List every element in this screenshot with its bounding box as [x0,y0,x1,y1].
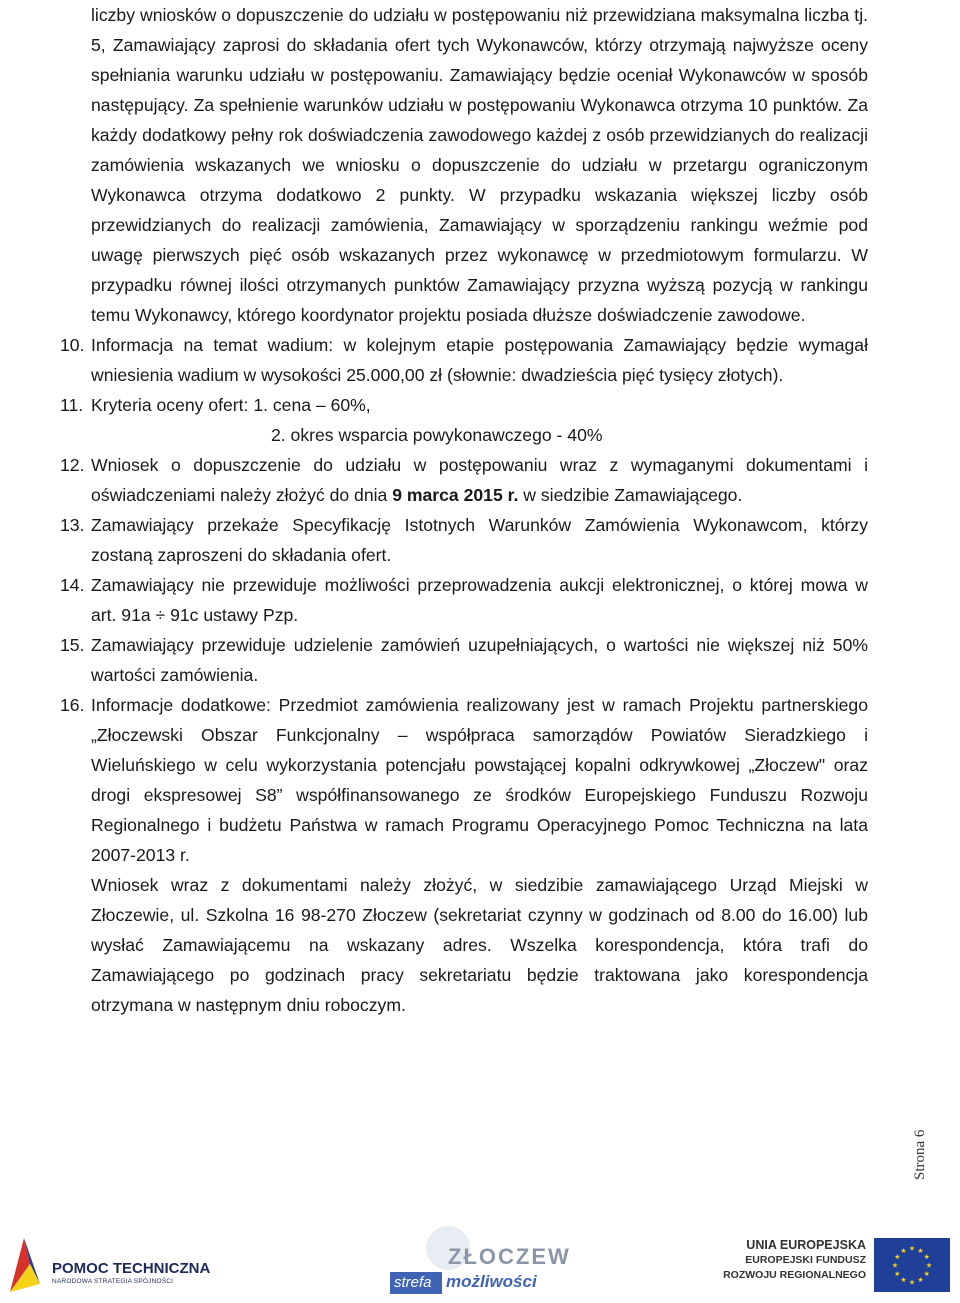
eu-star-icon: ★ [923,1254,930,1261]
item-12 [60,450,868,510]
eu-star-icon: ★ [891,1262,899,1270]
document-body [60,0,868,1020]
item-number: 10. [60,335,85,355]
eu-line-3: ROZWOJU REGIONALNEGO [723,1269,866,1281]
intro-paragraph: liczby wniosków o dopuszczenie do udziału w postępowaniu niż przewidziana maksymalna liczba tj. 5, Zamawiający zaprosi do składania ofert tych Wykonawców, którzy otrzymają najwyższe oceny spełniania warunku udziału w postępowaniu. Zamawiający będzie oceniał Wykonawców w sposób następujący. Za spełnienie warunków udziału w postępowaniu Wykonawca otrzyma 10 punktów. Za każdy dodatkowy pełny rok doświadczenia zawodowego każdej z osób przewidzianych do realizacji zamówienia wskazanych we wniosku o dopuszczenie do udziału w przetargu ograniczonym Wykonawca otrzyma dodatkowo 2 punkty. W przypadku wskazania większej liczby osób przewidzianych do realizacji zamówienia, Zamawiający w sporządzeniu rankingu weźmie pod uwagę pierwszych pięć osób wskazanych przez wykonawcę w przedmiotowym formularzu. W przypadku równej ilości otrzymanych punktów Zamawiający przyzna wyższą pozycją w rankingu temu Wykonawcy, którego koordynator projektu posiada dłuższe doświadczenie zawodowe. [91,5,868,325]
item-15 [60,630,868,690]
pomoc-techniczna-logo [6,1234,211,1294]
eu-star-icon: ★ [894,1271,901,1278]
item-text: Zamawiający nie przewiduje możliwości przeprowadzenia aukcji elektronicznej, o której mowa w art. 91a ÷ 91c ustawy Pzp. [91,575,868,625]
deadline-text-a: Wniosek o dopuszczenie do udziału w postępowaniu wraz z wymaganymi dokumentami i oświadczeniami należy złożyć do dnia [91,455,868,505]
item-14 [60,570,868,630]
item-text: Informacje dodatkowe: Przedmiot zamówienia realizowany jest w ramach Projektu partnerskiego „Złoczewski Obszar Funkcjonalny – współpraca samorządów Powiatów Sieradzkiego i Wieluńskiego w celu wykorzystania potencjału powstającej kopalni odkrywkowej „Złoczew" oraz drogi ekspresowej S8” współfinansowanego ze środków Europejskiego Funduszu Rozwoju Regionalnego i budżetu Państwa w ramach Programu Operacyjnego Pomoc Techniczna na lata 2007-2013 r. [91,695,868,865]
item-number: 14. [60,575,85,595]
eu-star-icon: ★ [908,1245,916,1253]
item-10 [60,330,868,390]
item-16 [60,690,868,870]
item-number: 12. [60,455,85,475]
criteria-second: 2. okres wsparcia powykonawczego - 40% [271,425,603,445]
eu-star-icon: ★ [894,1254,901,1261]
item-text: Informacja na temat wadium: w kolejnym etapie postępowania Zamawiający będzie wymagał wniesienia wadium w wysokości 25.000,00 zł (słownie: dwadzieścia pięć tysięcy złotych). [91,335,868,385]
eu-line-2: EUROPEJSKI FUNDUSZ [745,1254,866,1266]
eu-star-icon: ★ [900,1277,907,1285]
eu-star-icon: ★ [917,1247,924,1255]
eu-star-icon: ★ [908,1279,916,1287]
zloczew-logo [386,1222,571,1302]
item-16-continuation: Wniosek wraz z dokumentami należy złożyć, w siedzibie zamawiającego Urząd Miejski w Złoczewie, ul. Szkolna 16 98-270 Złoczew (sekretariat czynny w godzinach od 8.00 do 16.00) lub wysłać Zamawiającemu na wskazany adres. Wszelka korespondencja, która trafi do Zamawiającego po godzinach pracy sekretariatu będzie traktowana jako korespondencja otrzymana w następnym dniu roboczym. [91,875,868,1015]
eu-line-1: UNIA EUROPEJSKA [746,1238,866,1252]
eu-star-icon: ★ [923,1271,930,1278]
eu-logo [723,1238,954,1294]
item-text [91,450,868,510]
eu-star-icon: ★ [917,1277,924,1285]
eu-flag-icon [874,1238,950,1292]
item-number: 13. [60,515,85,535]
mozliwosci-word: możliwości [446,1272,537,1291]
item-number: 11. [60,395,84,415]
eu-text [723,1238,866,1283]
zloczew-word: ZŁOCZEW [448,1244,571,1269]
pt-title: POMOC TECHNICZNA [52,1260,211,1277]
eu-star-icon: ★ [925,1262,933,1270]
footer-logos [0,1222,960,1303]
strefa-word: strefa [394,1274,432,1291]
item-number: 15. [60,635,85,655]
item-number: 16. [60,695,85,715]
deadline-text-b: w siedzibie Zamawiającego. [518,485,743,505]
criteria-first: Kryteria oceny ofert: 1. cena – 60%, [91,395,371,415]
pt-subtitle: NARODOWA STRATEGIA SPÓJNOŚCI [52,1278,174,1285]
item-text: Zamawiający przekaże Specyfikację Istotnych Warunków Zamówienia Wykonawcom, którzy zostaną zaproszeni do składania ofert. [91,515,868,565]
eu-star-icon: ★ [900,1247,907,1255]
item-text: Zamawiający przewiduje udzielenie zamówień uzupełniających, o wartości nie większej niż 50% wartości zamówienia. [91,635,868,685]
page-number: Strona 6 [912,1129,928,1180]
deadline-date: 9 marca 2015 r. [392,485,519,505]
item-13 [60,510,868,570]
item-11 [60,390,868,420]
pomoc-techniczna-mark-icon [6,1234,44,1294]
